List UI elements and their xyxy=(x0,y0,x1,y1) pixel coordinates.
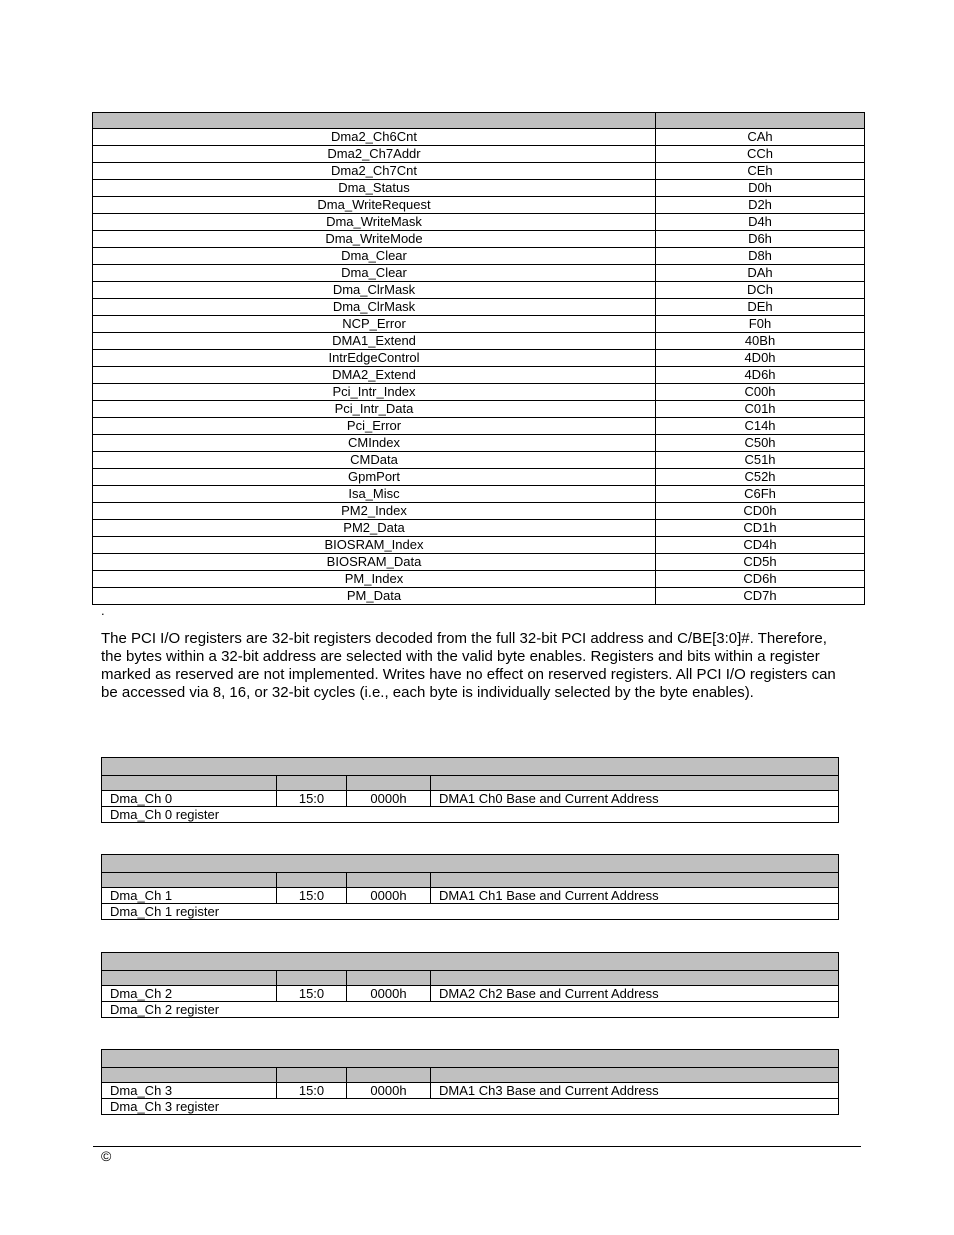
register-caption-row xyxy=(102,1002,839,1018)
column-header-description xyxy=(431,971,839,986)
table-row xyxy=(93,537,865,554)
register-name-cell: IntrEdgeControl xyxy=(93,350,656,367)
table-row xyxy=(93,367,865,384)
register-title-cell xyxy=(102,953,839,971)
register-column-header xyxy=(102,971,839,986)
register-name-cell: Dma_WriteMask xyxy=(93,214,656,231)
register-name-cell: CMIndex xyxy=(93,435,656,452)
register-name-cell: PM_Data xyxy=(93,588,656,605)
table-row xyxy=(93,384,865,401)
table-row xyxy=(93,571,865,588)
table-row xyxy=(93,350,865,367)
table-row xyxy=(93,197,865,214)
field-name: Dma_Ch 0 xyxy=(102,791,277,807)
table-row xyxy=(93,129,865,146)
column-header-default xyxy=(347,971,431,986)
register-name-cell: Pci_Intr_Data xyxy=(93,401,656,418)
register-title-band xyxy=(102,758,839,776)
column-header-description xyxy=(431,776,839,791)
register-title-band xyxy=(102,1050,839,1068)
register-name-cell: Pci_Intr_Index xyxy=(93,384,656,401)
field-bits: 15:0 xyxy=(277,986,347,1002)
register-address-cell: CCh xyxy=(656,146,865,163)
field-bits: 15:0 xyxy=(277,1083,347,1099)
column-header-bits xyxy=(277,776,347,791)
table-row xyxy=(93,163,865,180)
register-field-row xyxy=(102,986,839,1002)
table-row xyxy=(93,214,865,231)
table-row xyxy=(93,588,865,605)
register-column-header xyxy=(102,1068,839,1083)
register-address-cell: CD0h xyxy=(656,503,865,520)
table-row xyxy=(93,231,865,248)
register-address-cell: DEh xyxy=(656,299,865,316)
table-row xyxy=(93,146,865,163)
register-title-cell xyxy=(102,855,839,873)
field-description: DMA2 Ch2 Base and Current Address xyxy=(431,986,839,1002)
field-default: 0000h xyxy=(347,791,431,807)
register-address-cell: CAh xyxy=(656,129,865,146)
table-row xyxy=(93,503,865,520)
register-detail-table xyxy=(101,952,839,1018)
register-address-cell: 4D6h xyxy=(656,367,865,384)
table-row xyxy=(93,469,865,486)
column-header-default xyxy=(347,776,431,791)
column-header-field xyxy=(102,873,277,888)
register-field-row xyxy=(102,888,839,904)
header-cell-register xyxy=(93,113,656,129)
register-address-cell: DAh xyxy=(656,265,865,282)
register-address-cell: F0h xyxy=(656,316,865,333)
register-name-cell: BIOSRAM_Data xyxy=(93,554,656,571)
register-column-header xyxy=(102,873,839,888)
table-row xyxy=(93,435,865,452)
io-register-table xyxy=(92,112,865,605)
register-name-cell: Dma_WriteRequest xyxy=(93,197,656,214)
column-header-default xyxy=(347,873,431,888)
column-header-bits xyxy=(277,1068,347,1083)
register-caption: Dma_Ch 2 register xyxy=(102,1002,839,1018)
register-name-cell: Dma_ClrMask xyxy=(93,299,656,316)
register-address-cell: D6h xyxy=(656,231,865,248)
register-field-row xyxy=(102,791,839,807)
column-header-default xyxy=(347,1068,431,1083)
register-address-cell: C52h xyxy=(656,469,865,486)
register-address-cell: C50h xyxy=(656,435,865,452)
register-name-cell: GpmPort xyxy=(93,469,656,486)
column-header-bits xyxy=(277,971,347,986)
field-description: DMA1 Ch3 Base and Current Address xyxy=(431,1083,839,1099)
table-row xyxy=(93,316,865,333)
table-row xyxy=(93,282,865,299)
register-detail-table xyxy=(101,1049,839,1115)
table-row xyxy=(93,248,865,265)
field-bits: 15:0 xyxy=(277,791,347,807)
register-address-cell: C6Fh xyxy=(656,486,865,503)
register-name-cell: Dma2_Ch7Addr xyxy=(93,146,656,163)
field-description: DMA1 Ch0 Base and Current Address xyxy=(431,791,839,807)
register-address-cell: D2h xyxy=(656,197,865,214)
register-title-cell xyxy=(102,1050,839,1068)
table-row xyxy=(93,418,865,435)
table-row xyxy=(93,401,865,418)
register-name-cell: CMData xyxy=(93,452,656,469)
field-name: Dma_Ch 1 xyxy=(102,888,277,904)
register-title-band xyxy=(102,953,839,971)
footer-divider xyxy=(93,1146,861,1147)
pci-io-description: The PCI I/O registers are 32-bit registers decoded from the full 32-bit PCI address and C/BE[3:0]#. Therefore, the bytes within a 32-bit address are selected with the valid byte enables. Registers and bits within a register marked as reserved are not implemented. Writes have no effect on reserved registers. All PCI I/O registers can be accessed via 8, 16, or 32-bit cycles (i.e., each byte is individually selected by the byte enables). xyxy=(101,630,836,701)
register-address-cell: CD1h xyxy=(656,520,865,537)
register-name-cell: PM_Index xyxy=(93,571,656,588)
table-row xyxy=(93,180,865,197)
register-name-cell: DMA1_Extend xyxy=(93,333,656,350)
register-title-band xyxy=(102,855,839,873)
field-default: 0000h xyxy=(347,986,431,1002)
register-caption-row xyxy=(102,904,839,920)
register-address-cell: 40Bh xyxy=(656,333,865,350)
register-address-cell: D4h xyxy=(656,214,865,231)
field-default: 0000h xyxy=(347,888,431,904)
copyright-symbol: © xyxy=(101,1148,112,1164)
stray-period: . xyxy=(101,603,105,618)
register-name-cell: Dma_Status xyxy=(93,180,656,197)
table-row xyxy=(93,333,865,350)
register-address-cell: C51h xyxy=(656,452,865,469)
column-header-description xyxy=(431,1068,839,1083)
register-name-cell: Dma_WriteMode xyxy=(93,231,656,248)
table-row xyxy=(93,299,865,316)
register-name-cell: DMA2_Extend xyxy=(93,367,656,384)
register-detail-table xyxy=(101,854,839,920)
register-address-cell: C14h xyxy=(656,418,865,435)
register-name-cell: Pci_Error xyxy=(93,418,656,435)
register-caption: Dma_Ch 3 register xyxy=(102,1099,839,1115)
column-header-field xyxy=(102,1068,277,1083)
field-name: Dma_Ch 2 xyxy=(102,986,277,1002)
header-cell-address xyxy=(656,113,865,129)
table-row xyxy=(93,265,865,282)
column-header-field xyxy=(102,776,277,791)
register-address-cell: C00h xyxy=(656,384,865,401)
field-default: 0000h xyxy=(347,1083,431,1099)
register-field-row xyxy=(102,1083,839,1099)
register-name-cell: Isa_Misc xyxy=(93,486,656,503)
table-header-row xyxy=(93,113,865,129)
register-column-header xyxy=(102,776,839,791)
table-row xyxy=(93,554,865,571)
register-address-cell: CD7h xyxy=(656,588,865,605)
register-name-cell: PM2_Data xyxy=(93,520,656,537)
register-name-cell: Dma2_Ch6Cnt xyxy=(93,129,656,146)
register-address-cell: CD6h xyxy=(656,571,865,588)
register-address-cell: DCh xyxy=(656,282,865,299)
column-header-field xyxy=(102,971,277,986)
column-header-description xyxy=(431,873,839,888)
register-address-cell: C01h xyxy=(656,401,865,418)
table-row xyxy=(93,486,865,503)
register-address-cell: CEh xyxy=(656,163,865,180)
register-caption: Dma_Ch 1 register xyxy=(102,904,839,920)
register-detail-table xyxy=(101,757,839,823)
register-name-cell: Dma_Clear xyxy=(93,248,656,265)
table-row xyxy=(93,520,865,537)
register-title-cell xyxy=(102,758,839,776)
register-name-cell: BIOSRAM_Index xyxy=(93,537,656,554)
field-description: DMA1 Ch1 Base and Current Address xyxy=(431,888,839,904)
register-address-cell: CD4h xyxy=(656,537,865,554)
table-row xyxy=(93,452,865,469)
register-caption: Dma_Ch 0 register xyxy=(102,807,839,823)
register-name-cell: Dma_ClrMask xyxy=(93,282,656,299)
register-address-cell: D0h xyxy=(656,180,865,197)
register-caption-row xyxy=(102,807,839,823)
field-name: Dma_Ch 3 xyxy=(102,1083,277,1099)
register-name-cell: Dma2_Ch7Cnt xyxy=(93,163,656,180)
field-bits: 15:0 xyxy=(277,888,347,904)
register-address-cell: 4D0h xyxy=(656,350,865,367)
register-name-cell: NCP_Error xyxy=(93,316,656,333)
register-address-cell: D8h xyxy=(656,248,865,265)
register-caption-row xyxy=(102,1099,839,1115)
register-name-cell: PM2_Index xyxy=(93,503,656,520)
register-address-cell: CD5h xyxy=(656,554,865,571)
column-header-bits xyxy=(277,873,347,888)
register-name-cell: Dma_Clear xyxy=(93,265,656,282)
